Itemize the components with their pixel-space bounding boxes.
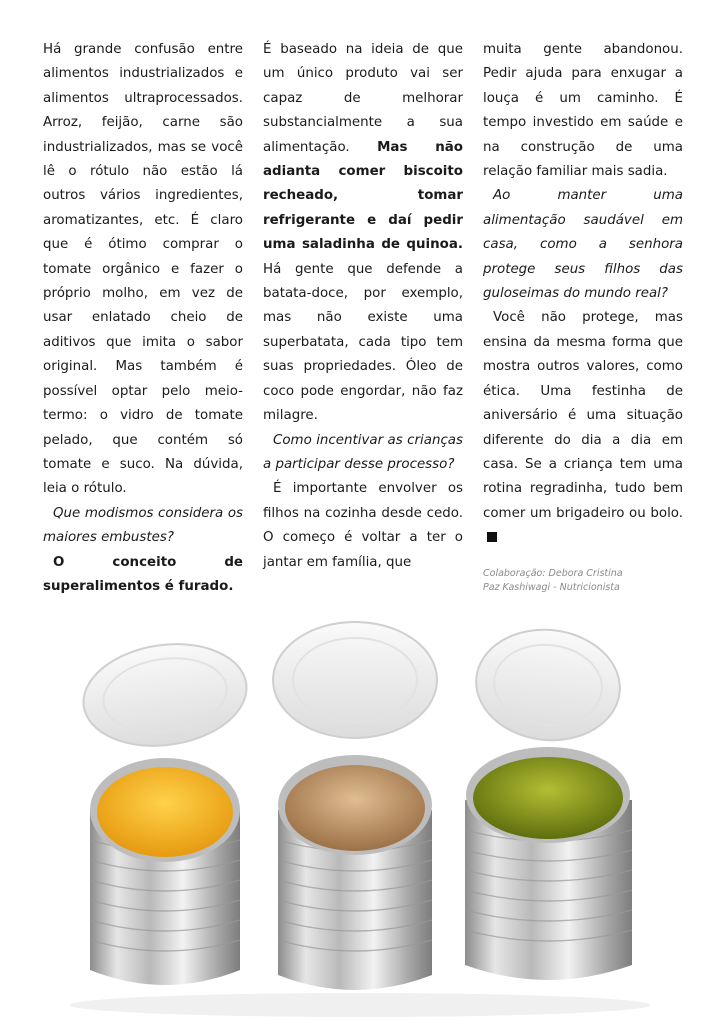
peas-can (465, 623, 632, 980)
paragraph (483, 306, 683, 550)
end-of-article-icon (487, 532, 497, 542)
paragraph-text: Você não protege, mas ensina da mesma forma que mostra outros valores, como ética. Uma festinha de aniversário é uma situação diferente do dia a dia em casa. Se a criança tem uma rotina regradinha, tudo bem comer um brigadeiro ou bolo. (483, 310, 683, 521)
credit-line: Paz Kashiwagi - Nutricionista (483, 581, 620, 593)
canned-food-photo (60, 600, 664, 1020)
column-2 (263, 38, 463, 598)
bold-emphasis: Mas não adianta comer biscoito recheado, tomar refrigerante e daí pedir uma saladinha de quinoa. (263, 139, 463, 253)
article-columns (43, 38, 683, 598)
paragraph: muita gente abandonou. Pedir ajuda para enxugar a louça é um caminho. É tempo investido em saúde e na construção de uma relação familiar mais sadia. (483, 42, 683, 180)
column-1 (43, 38, 243, 598)
bold-answer: O conceito de superalimentos é furado. (43, 554, 243, 594)
credit (483, 567, 683, 595)
interview-question: Como incentivar as crianças a participar desse processo? (263, 432, 463, 472)
paragraph-text: Há gente que defende a batata-doce, por exemplo, mas não existe uma superbatata, cada tipo tem suas propriedades. Óleo de coco pode engordar, não faz milagre. (263, 261, 463, 424)
paragraph (263, 38, 463, 429)
interview-question: Que modismos considera os maiores embustes? (43, 505, 243, 546)
interview-question: Ao manter uma alimentação saudável em casa, como a senhora protege seus filhos das guloseimas do mundo real? (483, 188, 683, 302)
paragraph: É importante envolver os filhos na cozinha desde cedo. O começo é voltar a ter o jantar em família, que (263, 481, 463, 570)
column-3 (483, 38, 683, 598)
corn-can (77, 634, 253, 985)
cans-illustration (60, 600, 664, 1020)
chickpea-can (273, 622, 437, 990)
paragraph: Há grande confusão entre alimentos industrializados e alimentos ultraprocessados. Arroz, feijão, carne são industrializados, mas se você lê o rótulo não estão lá outros vários ingredientes, aromatizantes, etc. É claro que é ótimo comprar o tomate orgânico e fazer o próprio molho, em vez de usar enlatado cheio de aditivos que imita o sabor original. Mas também é possível optar pelo meio-termo: o vidro de tomate pelado, que contém só tomate e suco. Na dúvida, leia o rótulo. (43, 42, 243, 497)
credit-line: Colaboração: Debora Cristina (483, 567, 623, 579)
paragraph-text: É baseado na ideia de que um único produto vai ser capaz de melhorar substancialmente a sua alimentação. (263, 42, 463, 155)
paragraph (43, 551, 243, 600)
